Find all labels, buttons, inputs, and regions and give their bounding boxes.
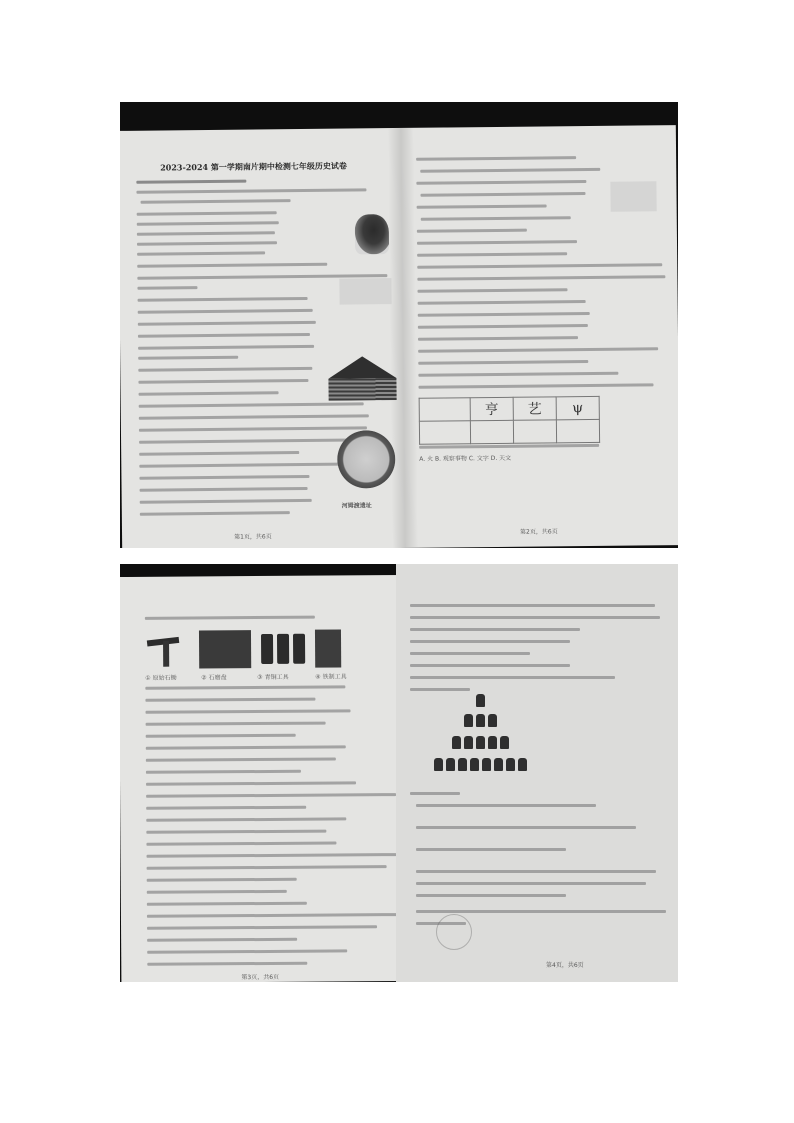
exam-sheet-pages-1-2 [120, 125, 678, 548]
exam-photo-2 [120, 564, 678, 982]
millstone-figure [199, 630, 251, 668]
iron-tool-figure [315, 629, 341, 667]
skull-reconstruction-figure [355, 214, 389, 254]
stilt-house-figure [328, 356, 396, 401]
glyph-cell-2: 艺 [513, 397, 556, 420]
artifact-figure [610, 181, 656, 211]
figure-label-3: ③ 青铜工具 [257, 673, 289, 682]
exam-title: 2023-2024 第一学期南片期中检测七年级历史试卷 [160, 160, 347, 173]
glyph-cell-1: 亨 [470, 397, 513, 420]
stone-hoe-figure [145, 633, 185, 669]
page-1 [120, 128, 400, 548]
bronze-tools-figure [259, 634, 307, 666]
figure-label-4: ④ 铁制工具 [315, 673, 347, 681]
figure-label-1: ① 原始石锄 [145, 674, 177, 682]
glyph-cell-3: ψ [556, 396, 599, 419]
page-footer: 第3页，共6页 [241, 973, 280, 982]
exam-photo-1 [120, 102, 678, 548]
figure-caption: 河姆渡遗址 [341, 502, 372, 510]
page-footer: 第4页，共6页 [546, 962, 584, 969]
tools-figure [339, 278, 391, 305]
page-3 [120, 575, 407, 982]
watermark-stamp [436, 914, 472, 950]
ancient-pot-figure [337, 430, 396, 489]
figure-label-2: ② 石磨盘 [201, 674, 227, 682]
page-footer: 第1页，共6页 [234, 533, 272, 541]
oracle-bone-table [419, 396, 600, 445]
page-footer: 第2页，共6页 [520, 528, 558, 536]
social-hierarchy-pyramid [426, 694, 536, 784]
page-2 [404, 125, 678, 548]
question-options: A. 火 B. 观察事物 C. 文字 D. 天文 [419, 454, 512, 463]
page-4 [396, 564, 678, 982]
